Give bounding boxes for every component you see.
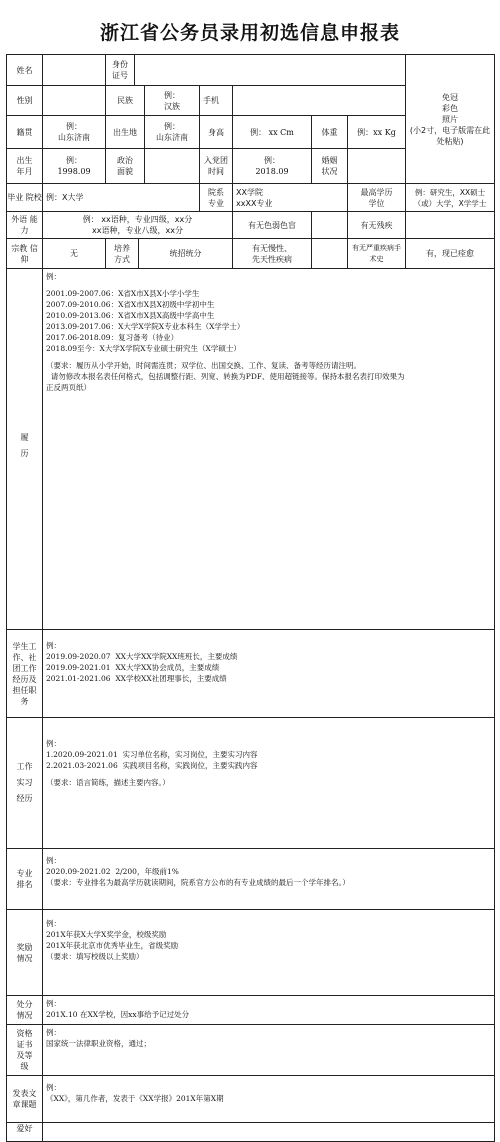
party-label-text: 入党团 时间 — [204, 156, 228, 176]
height-value: 例： xx Cm — [250, 127, 294, 137]
phone-label — [199, 85, 233, 116]
religion-field[interactable] — [42, 238, 106, 269]
party-label — [199, 148, 233, 184]
marital-field[interactable] — [347, 148, 406, 184]
awards-lines — [46, 918, 491, 962]
colorblind-field[interactable] — [311, 211, 348, 239]
major-value: XX学院 xxXX专业 — [236, 187, 273, 208]
photo-text-2: 彩色 — [442, 103, 458, 113]
text-line: 例： — [46, 1083, 61, 1092]
gender-label — [6, 85, 43, 116]
text-line: 例： — [46, 272, 61, 281]
awards-label — [6, 909, 43, 996]
ethnic-value: 例： 汉族 — [164, 90, 180, 111]
disability-field[interactable] — [405, 211, 495, 239]
native-label-text: 籍贯 — [16, 127, 33, 137]
native-label — [6, 115, 43, 149]
paper-lines — [46, 1082, 491, 1104]
resume-label-text: 履历 — [20, 433, 29, 465]
train-label-text: 培养 方式 — [114, 243, 130, 264]
resume-lines — [46, 271, 491, 393]
text-line: 201X年获北京市优秀毕业生，省级奖励 — [46, 941, 179, 950]
cert-field[interactable] — [42, 1024, 495, 1076]
student-work-label — [6, 629, 43, 718]
punish-label — [6, 995, 43, 1025]
marital-label — [311, 148, 348, 184]
cert-label-text: 资格证书及等级 — [16, 1029, 33, 1071]
political-field[interactable] — [144, 148, 200, 184]
idcard-label-text: 身份 证号 — [112, 60, 128, 80]
text-line: 例： — [46, 919, 61, 928]
text-line: 2.2021.03-2021.06 实践项目名称，实践岗位，主要实践内容 — [46, 761, 258, 770]
text-line: 1.2020.09-2021.01 实习单位名称，实习岗位，主要实习内容 — [46, 750, 258, 759]
punish-lines — [46, 998, 491, 1020]
degree-label — [347, 183, 406, 212]
height-label — [199, 115, 233, 149]
party-field[interactable] — [232, 148, 312, 184]
awards-label-text: 奖励情况 — [16, 942, 33, 963]
chronic-label — [232, 238, 312, 269]
text-line: 例： — [46, 999, 61, 1008]
major-label — [199, 183, 233, 212]
internship-lines — [46, 738, 491, 788]
major-label-text: 院系 专业 — [208, 187, 224, 208]
colorblind-label-text: 有无色弱色盲 — [248, 220, 296, 230]
phone-label-text: 手机 — [203, 96, 219, 105]
text-line: 2001.09-2007.06：X省X市X县X小学小学生 — [46, 289, 200, 298]
chronic-label-text: 有无慢性、 先天性疾病 — [252, 243, 292, 264]
school-field[interactable] — [42, 183, 200, 212]
birthplace-label — [105, 115, 145, 149]
serious-label — [347, 238, 406, 269]
form-title: 浙江省公务员录用初选信息申报表 — [99, 22, 400, 44]
height-field[interactable] — [232, 115, 312, 149]
native-field[interactable] — [42, 115, 106, 149]
text-line: 2018.09至今：X大学X学院X专业硕士研究生（X学硕士） — [46, 344, 241, 353]
internship-label — [6, 717, 43, 849]
text-line: 《XX》，第几作者，发表于《XX学报》201X年第X期 — [46, 1094, 224, 1103]
marital-label-text: 婚姻 状况 — [321, 156, 338, 176]
idcard-field[interactable] — [134, 54, 406, 86]
application-form — [6, 54, 495, 1133]
photo-box[interactable] — [405, 54, 495, 184]
text-line: 2010.09-2013.06：X省X市X县X高级中学高中生 — [46, 311, 215, 320]
ethnic-label-text: 民族 — [117, 96, 133, 105]
weight-label — [311, 115, 348, 149]
photo-text-1: 免冠 — [442, 92, 458, 102]
school-label — [6, 183, 43, 212]
school-value: 例：X大学 — [46, 193, 84, 202]
lang-label-text: 外语 能 力 — [11, 215, 38, 235]
text-line: 请勿修改本报名表任何格式，包括调整行距、列宽、转换为PDF、使用超链接等。保持本报名表打印效果为 — [46, 372, 405, 381]
disability-label — [347, 211, 406, 239]
text-line: 国家统一法律职业资格，通过； — [46, 1039, 151, 1048]
ranking-label — [6, 848, 43, 910]
ranking-label-text: 专业排名 — [16, 869, 33, 889]
lang-label — [6, 211, 43, 239]
text-line: 2017.06-2018.09：复习备考（待业） — [46, 333, 179, 342]
text-line: 2020.09-2021.02 2/200，年级前1% — [46, 867, 179, 876]
political-label — [105, 148, 145, 184]
major-field[interactable] — [232, 183, 348, 212]
photo-text-4: (小2寸，电子版需在此 — [409, 125, 491, 135]
text-line: 201X年获X大学X奖学金，校级奖励 — [46, 930, 167, 939]
hobby-field[interactable] — [42, 1122, 495, 1142]
religion-label — [6, 238, 43, 269]
text-line: 2019.09-2021.01 XX大学XX协会成员，主要成绩 — [46, 663, 220, 672]
birthplace-field[interactable] — [144, 115, 200, 149]
religion-label-text: 宗教 信 仰 — [11, 243, 38, 264]
text-line: 例： — [46, 739, 61, 748]
internship-field[interactable] — [42, 717, 495, 849]
resume-label — [6, 268, 43, 630]
degree-label-text: 最高学历 学位 — [360, 187, 393, 208]
punish-label-text: 处分情况 — [16, 1000, 33, 1020]
birthplace-label-text: 出生地 — [113, 127, 137, 137]
ethnic-label — [105, 85, 145, 116]
weight-value: 例：xx Kg — [357, 127, 396, 137]
ethnic-field[interactable] — [144, 85, 200, 116]
height-label-text: 身高 — [208, 127, 224, 137]
name-label-text: 姓名 — [16, 65, 33, 75]
resume-field[interactable] — [42, 268, 495, 630]
text-line: 正反两页纸） — [46, 383, 91, 392]
text-line: 例： — [46, 641, 61, 650]
paper-label-text: 发表文章课题 — [12, 1089, 37, 1109]
text-line: 2013.09-2017.06：X大学X学院X专业本科生（X学学士） — [46, 322, 245, 331]
serious-field[interactable] — [405, 238, 495, 269]
political-label-text: 政治 面貌 — [117, 156, 133, 176]
serious-value: 有，现已痊愈 — [426, 249, 474, 258]
gender-field[interactable] — [42, 85, 106, 116]
student-work-label-text: 学生工作、社团工作经历及担任职务 — [12, 641, 37, 706]
phone-field[interactable] — [232, 85, 406, 116]
degree-field[interactable] — [405, 183, 495, 212]
paper-field[interactable] — [42, 1075, 495, 1123]
text-line: 2019.09-2020.07 XX大学XX学院XX班班长，主要成绩 — [46, 652, 238, 661]
text-line: 例： — [46, 856, 61, 865]
disability-label-text: 有无残疾 — [360, 220, 393, 230]
serious-label-text: 有无严重疾病手 术史 — [352, 243, 401, 263]
awards-field[interactable] — [42, 909, 495, 996]
degree-value: 例：研究生，XX硕士 （或）大学，X学学士 — [413, 187, 487, 208]
ranking-field[interactable] — [42, 848, 495, 910]
lang-value: 例： xx语种，专业四级，xx分 xx语种，专业八级，xx分 — [82, 215, 193, 235]
hobby-label-text: 爱好 — [16, 1124, 33, 1133]
weight-label-text: 体重 — [321, 127, 338, 137]
idcard-label — [105, 54, 135, 86]
train-value: 统招统分 — [169, 249, 202, 258]
birth-value: 例： 1998.09 — [57, 156, 91, 176]
student-work-field[interactable] — [42, 629, 495, 718]
text-line: （要求：填写校级以上奖励） — [46, 952, 144, 961]
punish-field[interactable] — [42, 995, 495, 1025]
hobby-label — [6, 1122, 43, 1142]
cert-lines — [46, 1027, 491, 1049]
ranking-lines — [46, 855, 491, 888]
weight-field[interactable] — [347, 115, 406, 149]
colorblind-label — [232, 211, 312, 239]
text-line: 2007.09-2010.06：X省X市X县X初级中学初中生 — [46, 300, 215, 309]
lang-field[interactable] — [42, 211, 233, 239]
photo-text-5: 处粘贴) — [436, 136, 464, 146]
native-value: 例： 山东济南 — [58, 122, 90, 142]
birth-field[interactable] — [42, 148, 106, 184]
text-line: （要求：履历从小学开始，时间需连贯；双学位、出国交换、工作、复读、备考等经历请注明。 — [46, 361, 361, 370]
birth-label — [6, 148, 43, 184]
photo-text-3: 照片 — [442, 114, 458, 124]
text-line: （要求：专业排名为最高学历就读期间，院系官方公布的有专业成绩的最后一个学年排名。） — [46, 878, 350, 887]
chronic-field[interactable] — [311, 238, 348, 269]
student-work-lines — [46, 640, 491, 684]
religion-value: 无 — [70, 249, 78, 258]
gender-label-text: 性别 — [16, 96, 33, 105]
cert-label — [6, 1024, 43, 1076]
train-label — [105, 238, 139, 269]
text-line: 2021.01-2021.06 XX学校XX社团理事长，主要成绩 — [46, 674, 227, 683]
text-line: （要求：语言简练，描述主要内容。） — [46, 778, 170, 787]
name-field[interactable] — [42, 54, 106, 86]
birth-label-text: 出生 年月 — [16, 156, 33, 176]
birthplace-value: 例： 山东济南 — [156, 122, 188, 142]
party-value: 例： 2018.09 — [255, 156, 289, 176]
paper-label — [6, 1075, 43, 1123]
train-field[interactable] — [138, 238, 233, 269]
text-line: 201X.10 在XX学校，因xx事给予记过处分 — [46, 1010, 190, 1019]
school-label-text: 毕业 院校 — [7, 193, 42, 202]
name-label — [6, 54, 43, 86]
internship-label-text: 工作实习经历 — [16, 762, 33, 803]
text-line: 例： — [46, 1028, 61, 1037]
